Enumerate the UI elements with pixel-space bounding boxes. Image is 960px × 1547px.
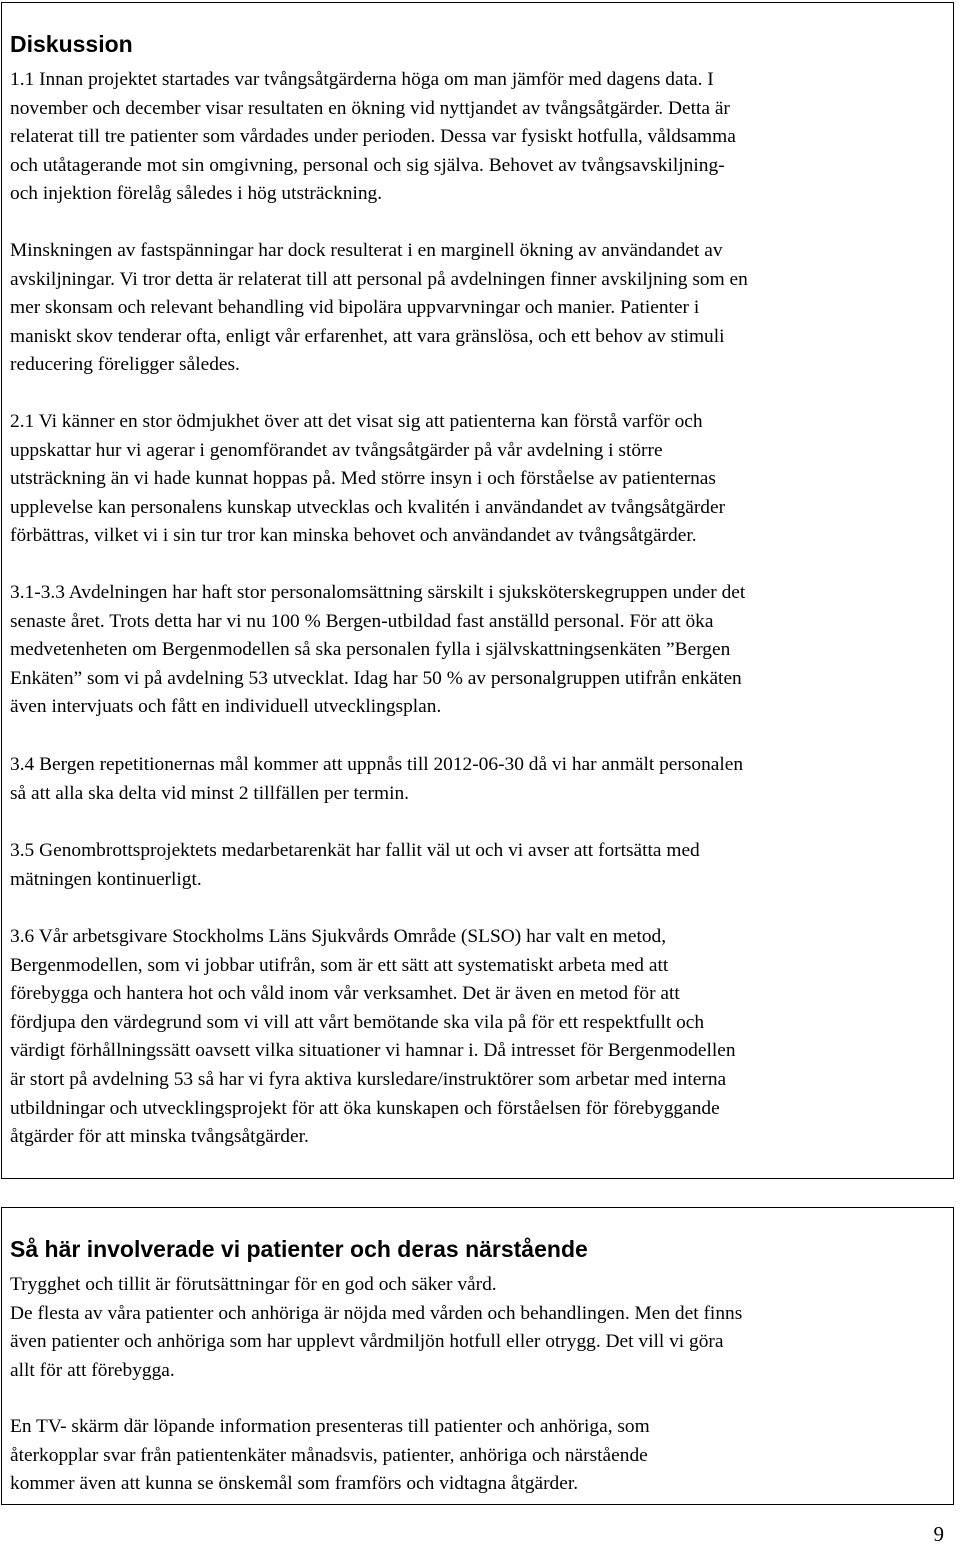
text-line: senaste året. Trots detta har vi nu 100 % Bergen-utbildad fast anställd personal. För att öka [10, 610, 714, 632]
text-line: Minskningen av fastspänningar har dock resulterat i en marginell ökning av användandet av [10, 240, 723, 261]
text-line: förbättras, vilket vi i sin tur tror kan minska behovet och användandet av tvångsåtgärder. [10, 525, 697, 547]
paragraph-3-5 [10, 837, 953, 894]
paragraph-2-1 [10, 408, 953, 551]
text-line: 2.1 Vi känner en stor ödmjukhet över att det visat sig att patienterna kan förstå varför och [10, 411, 703, 432]
discussion-section [1, 2, 954, 1179]
text-line: 3.6 Vår arbetsgivare Stockholms Läns Sjukvårds Område (SLSO) har valt en metod, [10, 926, 667, 947]
text-line: medvetenheten om Bergenmodellen så ska personalen fylla i självskattningsenkäten ”Bergen [10, 639, 731, 661]
text-line: och injektion förelåg således i hög utsträckning. [10, 183, 383, 205]
text-line: relaterat till tre patienter som vårdades under perioden. Dessa var fysiskt hotfulla, våldsamma [10, 126, 736, 148]
text-line: fördjupa den värdegrund som vi vill att vårt bemötande ska vila på för ett respektfullt och [10, 1011, 705, 1033]
text-line: Enkäten” som vi på avdelning 53 utvecklat. Idag har 50 % av personalgruppen utifrån enkäten [10, 667, 742, 689]
text-line: även intervjuats och fått en individuell utvecklingsplan. [10, 696, 442, 718]
text-line: och utåtagerande mot sin omgivning, personal och sig själva. Behovet av tvångsavskiljning- [10, 154, 725, 176]
page-number: 9 [933, 1522, 944, 1546]
paragraph-tv-skarm [10, 1413, 953, 1499]
text-line: allt för att förebygga. [10, 1359, 175, 1381]
paragraph-1-1 [10, 66, 953, 209]
text-line: november och december visar resultaten en ökning vid nyttjandet av tvångsåtgärder. Detta är [10, 97, 730, 119]
text-line: värdigt förhållningssätt oavsett vilka situationer vi hamnar i. Då intresset för Bergenmodellen [10, 1040, 736, 1062]
text-line: De flesta av våra patienter och anhöriga är nöjda med vården och behandlingen. Men det finns [10, 1302, 743, 1324]
text-line: så att alla ska delta vid minst 2 tillfällen per termin. [10, 782, 410, 804]
text-line: utbildningar och utvecklingsprojekt för att öka kunskapen och förståelsen för förebyggande [10, 1097, 720, 1119]
paragraph-minskningen [10, 237, 953, 380]
text-line: Bergenmodellen, som vi jobbar utifrån, som är ett sätt att systematiskt arbeta med att [10, 954, 669, 976]
text-line: är stort på avdelning 53 så har vi fyra aktiva kursledare/instruktörer som arbetar med interna [10, 1068, 727, 1090]
text-line: återkopplar svar från patientenkäter månadsvis, patienter, anhöriga och närstående [10, 1444, 648, 1466]
text-line: mer skonsam och relevant behandling vid bipolära uppvarvningar och manier. Patienter i [10, 297, 700, 319]
text-line: 1.1 Innan projektet startades var tvångsåtgärderna höga om man jämför med dagens data. I [10, 69, 714, 90]
text-line: åtgärder för att minska tvångsåtgärder. [10, 1126, 309, 1148]
paragraph-3-1-3-3 [10, 579, 953, 722]
text-line: även patienter och anhöriga som har upplevt vårdmiljön hotfull eller otrygg. Det vill vi göra [10, 1331, 724, 1353]
text-line: kommer även att kunna se önskemål som framförs och vidtagna åtgärder. [10, 1473, 579, 1495]
paragraph-3-6 [10, 923, 953, 1152]
text-line: maniskt skov tenderar ofta, enligt vår erfarenhet, att vara gränslösa, och ett behov av stimuli [10, 325, 725, 347]
text-line: 3.4 Bergen repetitionernas mål kommer att uppnås till 2012-06-30 då vi har anmält personalen [10, 754, 744, 775]
section-heading: Diskussion [10, 31, 133, 57]
text-line: mätningen kontinuerligt. [10, 868, 202, 890]
text-line: förebygga och hantera hot och våld inom vår verksamhet. Det är även en metod för att [10, 983, 680, 1005]
text-line: 3.1-3.3 Avdelningen har haft stor personalomsättning särskilt i sjuksköterskegruppen under det [10, 582, 746, 603]
text-line: En TV- skärm där löpande information presenteras till patienter och anhöriga, som [10, 1416, 650, 1437]
text-line: 3.5 Genombrottsprojektets medarbetarenkät har fallit väl ut och vi avser att fortsätta med [10, 840, 700, 861]
text-line: avskiljningar. Vi tror detta är relaterat till att personal på avdelningen finner avskiljning som en [10, 268, 748, 290]
patient-involvement-section [1, 1207, 954, 1505]
text-line: upplevelse kan personalens kunskap utvecklas och kvalitén i användandet av tvångsåtgärder [10, 496, 726, 518]
paragraph-3-4 [10, 751, 953, 808]
text-line: utsträckning än vi hade kunnat hoppas på. Med större insyn i och förståelse av patienternas [10, 468, 716, 490]
section-heading: Så här involverade vi patienter och deras närstående [10, 1236, 588, 1262]
text-line: reducering föreligger således. [10, 354, 240, 376]
text-line: uppskattar hur vi agerar i genomförandet av tvångsåtgärder på vår avdelning i större [10, 439, 663, 461]
paragraph-trygghet [10, 1271, 953, 1385]
text-line: Trygghet och tillit är förutsättningar för en god och säker vård. [10, 1274, 497, 1295]
